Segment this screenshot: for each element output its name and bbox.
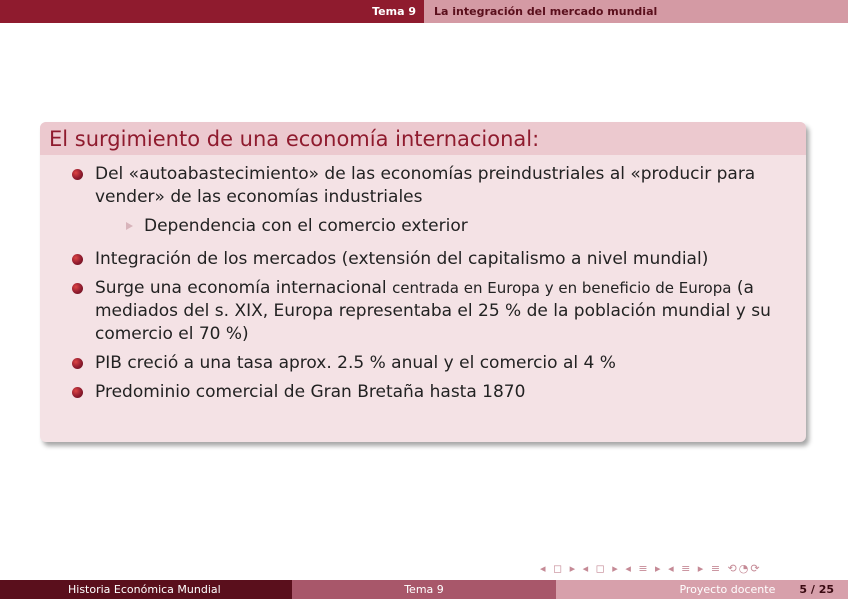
triangle-bullet-icon [126,222,133,230]
sub-list-item [40,215,806,238]
footer-author: Historia Económica Mundial [0,580,292,599]
list-item-text: Integración de los mercados (extensión del capitalismo a nivel mundial) [95,249,709,269]
bullet-icon [72,169,83,180]
list-item [40,248,806,271]
list-item [40,352,806,375]
list-item-text: Predominio comercial de Gran Bretaña hasta 1870 [95,382,526,402]
list-item [40,163,806,209]
bullet-icon [72,387,83,398]
list-item-text-a: Surge una economía internacional [95,278,393,298]
list-item [40,277,806,346]
list-item-text-b: centrada en Europa y en beneficio de Europa [392,279,732,297]
footer-date: Proyecto docente [679,583,776,596]
footer-bar [0,580,848,599]
header-bar [0,0,848,23]
block-body [40,155,806,404]
list-item [40,381,806,404]
sub-list-item-text: Dependencia con el comercio exterior [144,216,468,236]
bullet-icon [72,283,83,294]
content-block [40,122,806,442]
list-item-text: Del «autoabastecimiento» de las economías preindustriales al «producir para vender» de las economías industriales [95,164,756,207]
header-subsection[interactable]: La integración del mercado mundial [424,0,848,23]
navigation-symbols[interactable]: ◂ ◻ ▸ ◂ ◻ ▸ ◂ ≡ ▸ ◂ ≡ ▸ ≡ ⟲◔⟳ [540,562,762,575]
block-title: El surgimiento de una economía internacional: [40,122,806,155]
footer-title: Tema 9 [292,580,556,599]
bullet-icon [72,358,83,369]
list-item-text: PIB creció a una tasa aprox. 2.5 % anual y el comercio al 4 % [95,353,616,373]
bullet-icon [72,254,83,265]
list-item-text-c: (a mediados del s. XIX, Europa representaba el 25 % de la población mundial y su comercio el 70 %) [95,278,771,344]
page-number: 5 / 25 [799,583,834,596]
footer-right [556,580,848,599]
header-section[interactable]: Tema 9 [0,0,424,23]
